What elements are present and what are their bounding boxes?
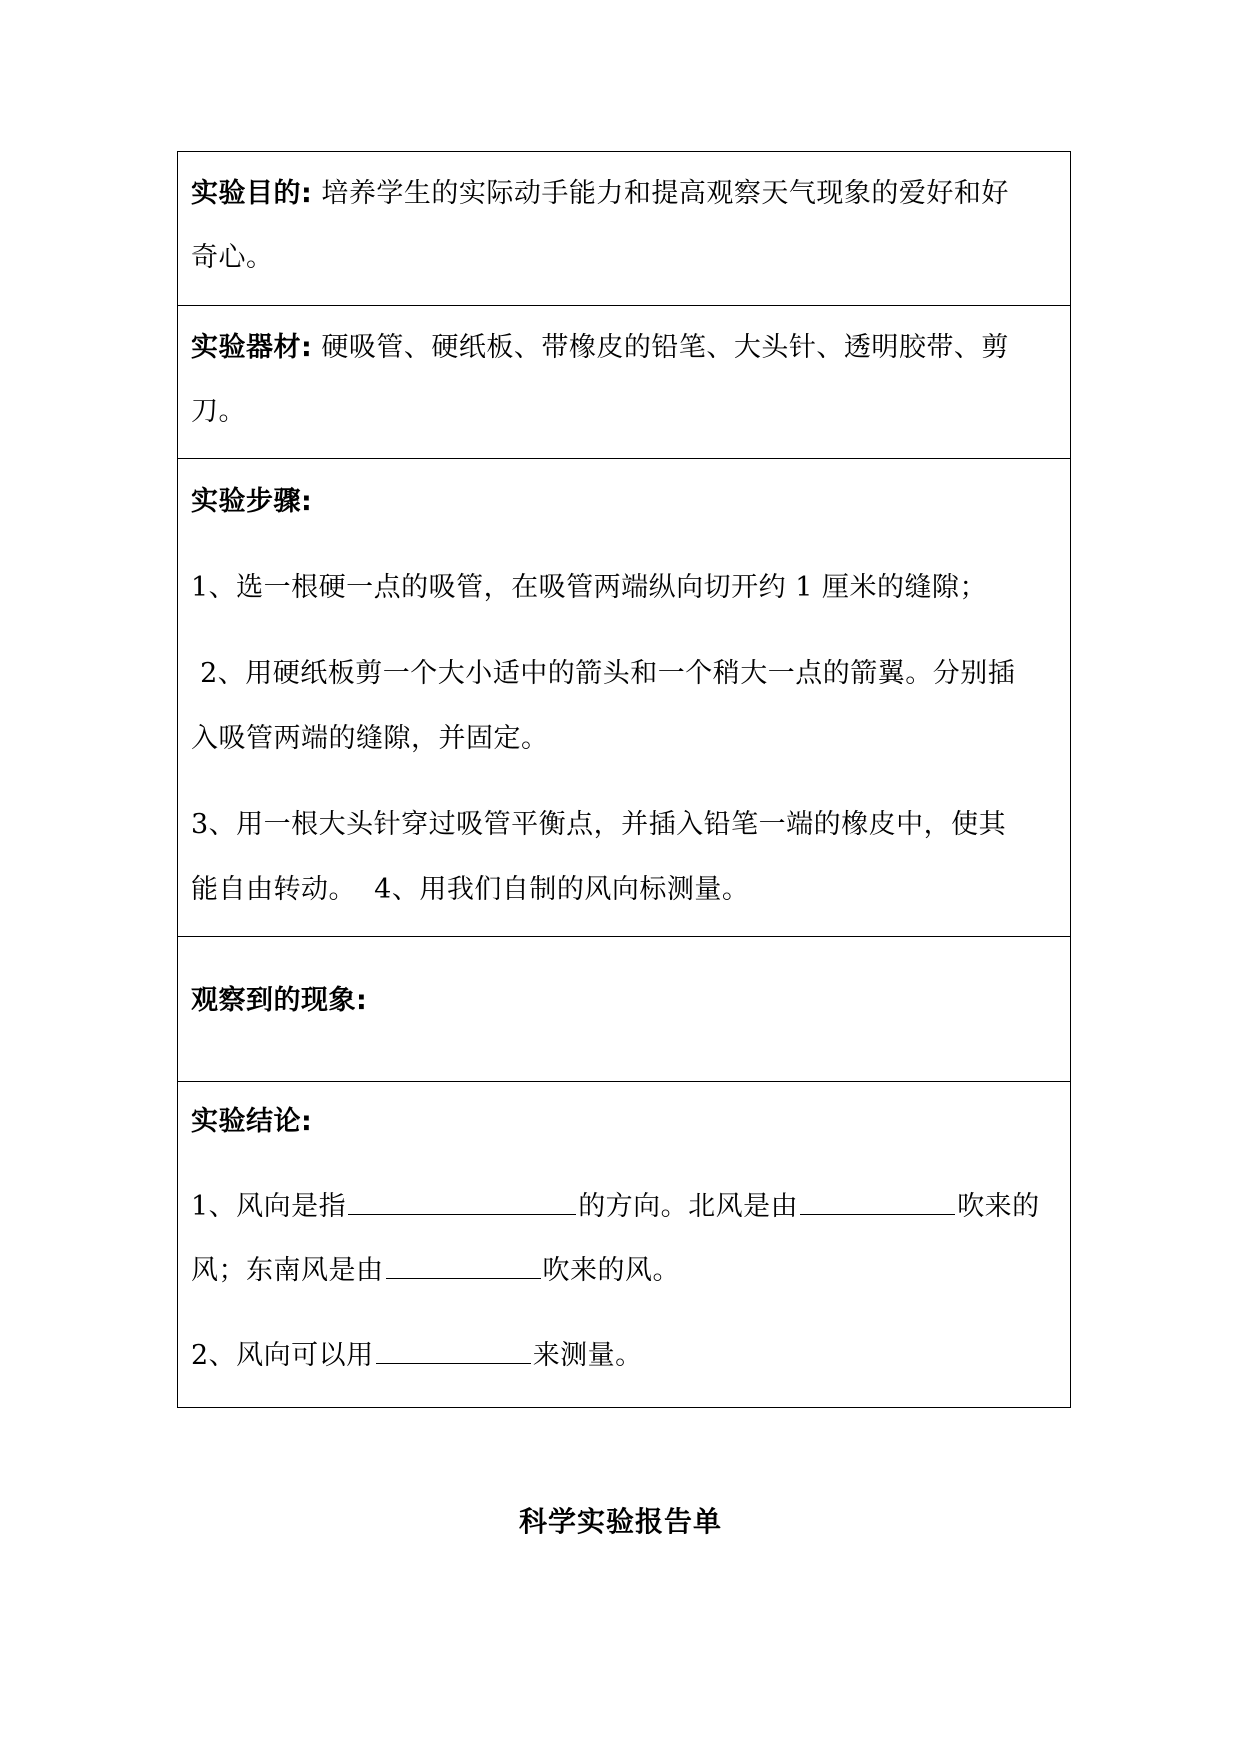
conclusion-1-text-e: 吹来的风。	[542, 1255, 680, 1286]
blank-measuring-tool[interactable]	[376, 1333, 531, 1364]
purpose-label: 实验目的:	[191, 178, 313, 209]
blank-north-wind-origin[interactable]	[800, 1184, 955, 1215]
step-1: 1、选一根硬一点的吸管，在吸管两端纵向切开约 1 厘米的缝隙；	[191, 572, 988, 603]
materials-line-1	[191, 316, 1058, 380]
conclusion-1-text-b: 的方向。北风是由	[578, 1191, 799, 1222]
materials-section	[178, 305, 1070, 458]
blank-southeast-wind-origin[interactable]	[386, 1248, 541, 1279]
blank-wind-direction-definition[interactable]	[348, 1184, 576, 1215]
report-title: 科学实验报告单	[518, 1505, 722, 1538]
conclusion-1-text-c: 吹来的	[957, 1191, 1040, 1222]
materials-label: 实验器材:	[191, 332, 313, 363]
conclusion-1-line-1	[191, 1175, 1058, 1239]
conclusion-1-line-2	[191, 1239, 1058, 1303]
conclusion-1-text-d: 风；东南风是由	[191, 1255, 384, 1286]
conclusion-2-line	[191, 1324, 1058, 1388]
step-3-line-2: 能自由转动。 4、用我们自制的风向标测量。	[191, 874, 750, 905]
materials-text-2: 刀。	[191, 396, 246, 427]
step-2-line-1: 2、用硬纸板剪一个大小适中的箭头和一个稍大一点的箭翼。分别插	[191, 658, 1016, 689]
purpose-section	[178, 152, 1070, 305]
conclusion-2-text-a: 2、风向可以用	[191, 1340, 374, 1371]
experiment-report-table	[177, 151, 1071, 1408]
conclusion-label: 实验结论:	[191, 1106, 313, 1137]
purpose-line-1	[191, 162, 1058, 226]
observation-label: 观察到的现象:	[191, 985, 368, 1016]
steps-section	[178, 458, 1070, 936]
conclusion-section	[178, 1081, 1070, 1407]
materials-text-1: 硬吸管、硬纸板、带橡皮的铅笔、大头针、透明胶带、剪	[321, 332, 1009, 363]
steps-label: 实验步骤:	[191, 486, 313, 517]
step-3-line-1: 3、用一根大头针穿过吸管平衡点，并插入铅笔一端的橡皮中，使其	[191, 809, 1007, 840]
purpose-text-1: 培养学生的实际动手能力和提高观察天气现象的爱好和好	[321, 178, 1009, 209]
step-2-line-2: 入吸管两端的缝隙，并固定。	[191, 723, 549, 754]
conclusion-2-text-b: 来测量。	[532, 1340, 643, 1371]
purpose-text-2: 奇心。	[191, 242, 274, 273]
conclusion-1-text-a: 1、风向是指	[191, 1191, 347, 1222]
observation-section	[178, 936, 1070, 1081]
